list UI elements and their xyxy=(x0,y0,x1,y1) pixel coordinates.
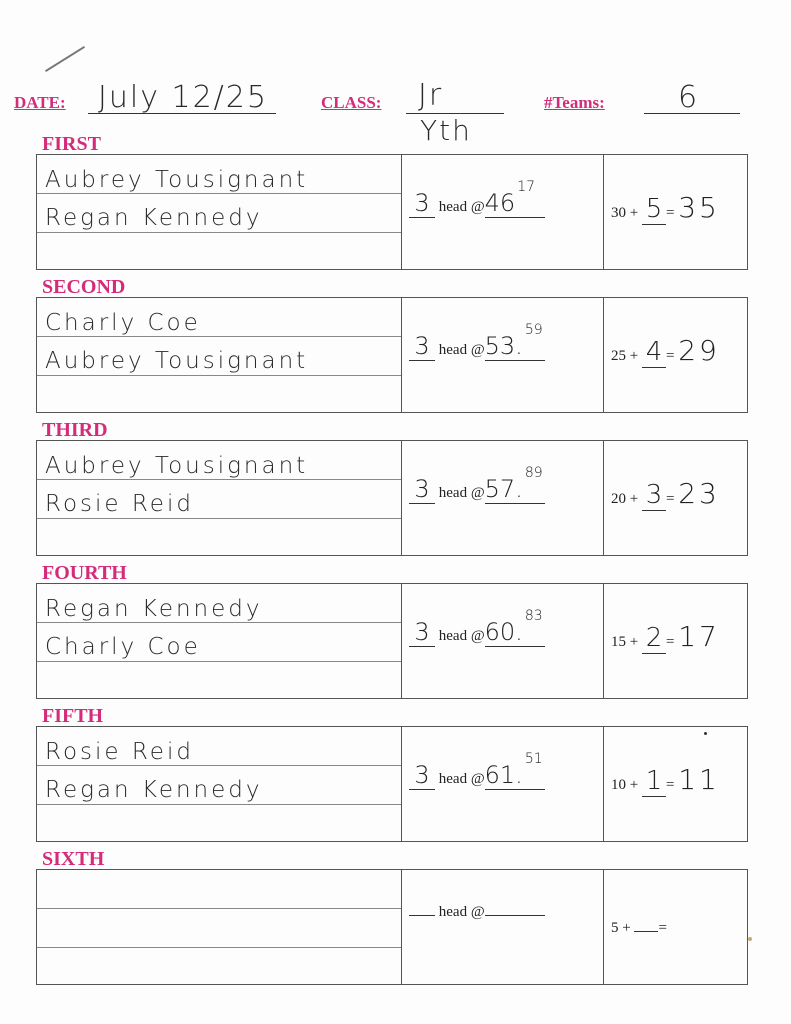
placing-label: THIRD xyxy=(42,419,108,441)
column-divider xyxy=(401,584,402,698)
head-time-cell xyxy=(409,179,599,218)
base-points: 30 xyxy=(611,205,626,221)
head-word: head @ xyxy=(438,771,485,787)
run-time-main: 46 xyxy=(484,189,516,217)
column-divider xyxy=(401,870,402,984)
head-word: head @ xyxy=(438,628,485,644)
row-rule xyxy=(37,622,401,623)
placing-label: SIXTH xyxy=(42,848,105,870)
row-rule xyxy=(37,765,401,766)
placing-label: FOURTH xyxy=(42,562,127,584)
run-time-main: 57. xyxy=(484,475,523,503)
placing-box xyxy=(36,869,748,985)
team-member-name: Regan Kennedy xyxy=(45,596,263,622)
team-member-name: Charly Coe xyxy=(45,310,201,336)
run-time-decimal: 51 xyxy=(524,751,543,767)
bonus-points: 2 xyxy=(642,623,666,654)
row-rule xyxy=(37,518,401,519)
bonus-points: 5 xyxy=(642,194,666,225)
bonus-points: 4 xyxy=(642,337,666,368)
row-rule xyxy=(37,232,401,233)
team-member-name: Rosie Reid xyxy=(45,491,194,517)
placing-box xyxy=(36,726,748,842)
column-divider xyxy=(603,441,604,555)
head-time-cell xyxy=(409,608,599,647)
head-word: head @ xyxy=(438,199,485,215)
points-cell: 15 + 2 = 17 xyxy=(611,620,720,653)
teams-value: 6 xyxy=(678,80,700,115)
row-rule xyxy=(37,661,401,662)
row-rule xyxy=(37,193,401,194)
run-time xyxy=(484,179,545,218)
placing-box xyxy=(36,440,748,556)
base-points: 10 xyxy=(611,777,626,793)
placing-label: SECOND xyxy=(42,276,126,298)
placing-box xyxy=(36,297,748,413)
base-points: 25 xyxy=(611,348,626,364)
head-count: 3 xyxy=(409,189,435,218)
run-time-main: 53. xyxy=(484,332,523,360)
team-member-name: Aubrey Tousignant xyxy=(45,348,309,374)
class-value-line2: Yth xyxy=(420,114,472,147)
run-time xyxy=(484,751,545,790)
placing-box xyxy=(36,154,748,270)
team-member-name: Rosie Reid xyxy=(45,739,194,765)
points-cell: 25 + 4 = 29 xyxy=(611,334,720,367)
run-time-decimal: 89 xyxy=(524,465,543,481)
bonus-points: 1 xyxy=(642,766,666,797)
run-time-main: 60. xyxy=(484,618,523,646)
base-points: 5 xyxy=(611,920,619,936)
head-time-cell xyxy=(409,751,599,790)
bonus-points: 3 xyxy=(642,480,666,511)
row-rule xyxy=(37,479,401,480)
team-member-name: Aubrey Tousignant xyxy=(45,167,309,193)
column-divider xyxy=(401,441,402,555)
head-word: head @ xyxy=(438,904,485,920)
column-divider xyxy=(401,298,402,412)
total-points: 35 xyxy=(678,191,720,224)
run-time xyxy=(484,608,545,647)
head-word: head @ xyxy=(438,342,485,358)
total-points: 17 xyxy=(678,620,720,653)
run-time xyxy=(484,322,545,361)
head-time-cell xyxy=(409,322,599,361)
total-points: 11 xyxy=(678,763,720,796)
column-divider xyxy=(401,727,402,841)
placing-label: FIFTH xyxy=(42,705,104,727)
column-divider xyxy=(603,298,604,412)
column-divider xyxy=(603,870,604,984)
team-member-name: Charly Coe xyxy=(45,634,201,660)
column-divider xyxy=(401,155,402,269)
points-cell: 30 + 5 = 35 xyxy=(611,191,720,224)
head-word: head @ xyxy=(438,485,485,501)
total-points: 23 xyxy=(678,477,720,510)
pen-mark xyxy=(45,46,85,72)
row-rule xyxy=(37,804,401,805)
column-divider xyxy=(603,727,604,841)
run-time xyxy=(485,915,545,916)
run-time-decimal: 83 xyxy=(524,608,543,624)
run-time-decimal: 17 xyxy=(517,179,536,195)
bonus-points xyxy=(634,931,658,932)
row-rule xyxy=(37,908,401,909)
base-points: 15 xyxy=(611,634,626,650)
head-count xyxy=(409,915,435,916)
speck xyxy=(704,732,707,735)
base-points: 20 xyxy=(611,491,626,507)
row-rule xyxy=(37,336,401,337)
run-time xyxy=(484,465,545,504)
points-cell: 10 + 1 = 11 xyxy=(611,763,720,796)
row-rule xyxy=(37,947,401,948)
points-cell: 20 + 3 = 23 xyxy=(611,477,720,510)
placing-box xyxy=(36,583,748,699)
column-divider xyxy=(603,584,604,698)
head-count: 3 xyxy=(409,618,435,647)
team-member-name: Regan Kennedy xyxy=(45,205,263,231)
total-points: 29 xyxy=(678,334,720,367)
run-time-main: 61. xyxy=(484,761,523,789)
head-count: 3 xyxy=(409,761,435,790)
run-time-decimal: 59 xyxy=(524,322,543,338)
class-value: Jr xyxy=(418,78,444,113)
date-value: July 12/25 xyxy=(98,80,268,115)
team-member-name: Regan Kennedy xyxy=(45,777,263,803)
head-count: 3 xyxy=(409,332,435,361)
head-time-cell xyxy=(409,904,599,921)
points-cell: 5 + = xyxy=(611,920,667,936)
teams-label: #Teams: xyxy=(544,93,605,112)
head-count: 3 xyxy=(409,475,435,504)
head-time-cell xyxy=(409,465,599,504)
placing-label: FIRST xyxy=(42,133,101,155)
row-rule xyxy=(37,375,401,376)
team-member-name: Aubrey Tousignant xyxy=(45,453,309,479)
date-label: DATE: xyxy=(14,93,66,112)
speck xyxy=(748,937,752,941)
class-label: CLASS: xyxy=(321,93,382,112)
column-divider xyxy=(603,155,604,269)
